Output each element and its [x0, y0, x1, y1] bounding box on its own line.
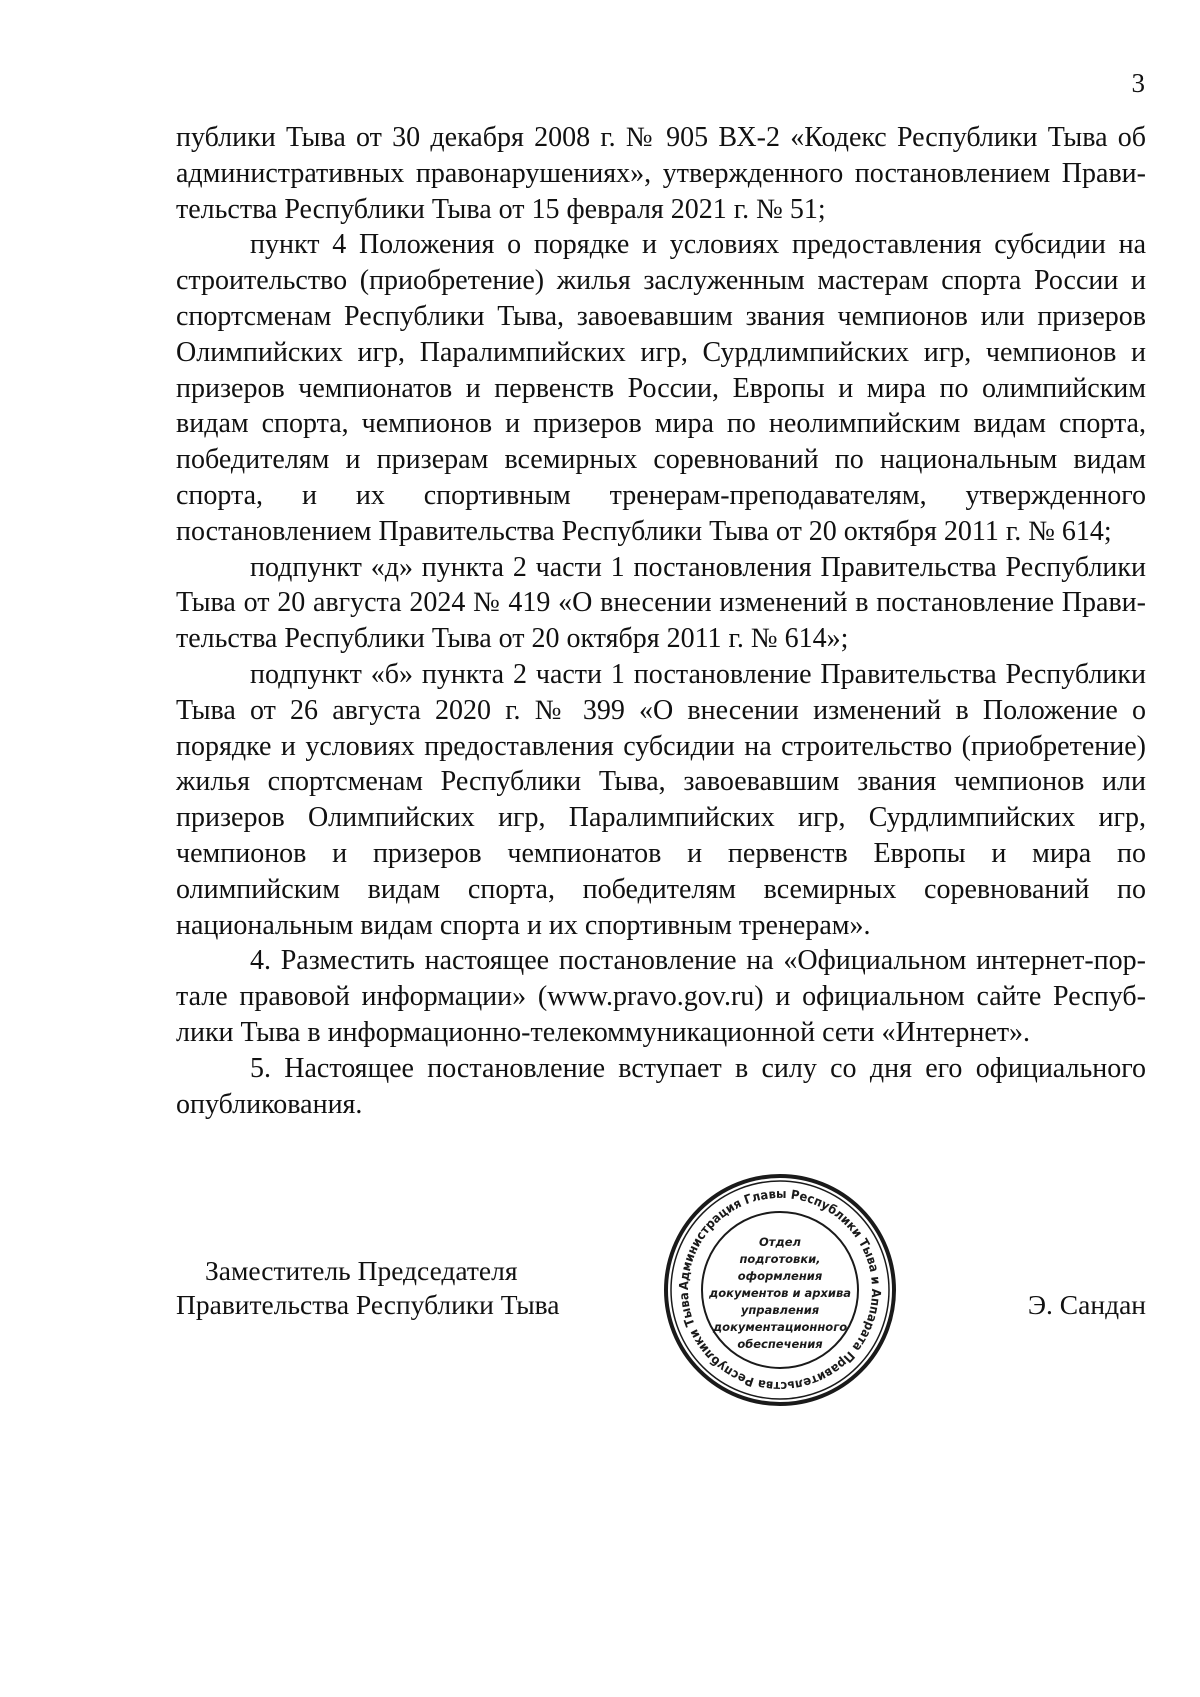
seal-center-line: обеспечения: [737, 1337, 823, 1351]
seal-graphic: [660, 1170, 900, 1410]
signatory-position-line-1: Заместитель Председателя: [205, 1255, 518, 1286]
paragraph-item-subparagraph-d: подпункт «д» пункта 2 части 1 постановления Правительства Республики Тыва от 20 августа 2024 № 419 «О внесении изменений в постановление Правительства Республики Тыва от 20 октября 2011 г. № 614»;: [176, 551, 1146, 655]
seal-ring-text: Администрация Главы Республики Тыва и Аппарата Правительства Республики Тыва: [675, 1185, 885, 1395]
signatory-position-line-2: Правительства Республики Тыва: [176, 1289, 560, 1320]
document-body: [176, 120, 1146, 1122]
signatory-name: Э. Сандан: [1027, 1289, 1146, 1320]
seal-center-line: подготовки,: [739, 1252, 821, 1266]
paragraph-publication-clause: 4. Разместить настоящее постановление на «Официальном интернет-портале правовой информации» (www.pravo.gov.ru) и официальном сайте Республики Тыва в информационно-телекоммуникационной сети «Интернет».: [176, 945, 1146, 1048]
page-number: 3: [1131, 68, 1145, 98]
paragraph-effective-date-clause: 5. Настоящее постановление вступает в силу со дня его официального опубликования.: [176, 1052, 1146, 1120]
seal-center-line: документационного: [712, 1320, 848, 1334]
seal-center-line: Отдел: [759, 1235, 801, 1249]
signatory-position: [176, 1254, 636, 1322]
paragraph-continuation: публики Тыва от 30 декабря 2008 г. № 905 ВХ-2 «Кодекс Республики Тыва об административных правонарушениях», утвержденного постановлением Правительства Республики Тыва от 15 февраля 2021 г. № 51;: [176, 122, 1146, 225]
seal-center-line: документов и архива: [708, 1286, 852, 1300]
paragraph-item-subsidy-regulation: пункт 4 Положения о порядке и условиях предоставления субсидии на строительство (приобретение) жилья заслуженным мастерам спорта России и спортсменам Республики Тыва, завоевавшим звания чемпионов или призеров Олимпийских игр, Паралимпийских игр, Сурдлимпийских игр, чемпионов и призеров чемпионатов и первенств России, Европы и мира по олимпийским видам спорта, чемпионов и призеров мира по неолимпийским видам спорта, победителям и призерам всемирных соревнований по национальным видам спорта, и их спортивным тренерам-преподавателям, утвержденного постановлением Правительства Республики Тыва от 20 октября 2011 г. № 614;: [176, 229, 1146, 547]
official-seal-stamp: [660, 1170, 900, 1410]
seal-center-line: оформления: [737, 1269, 823, 1283]
paragraph-item-subparagraph-b: подпункт «б» пункта 2 части 1 постановление Правительства Республики Тыва от 26 августа 2020 г. № 399 «О внесении изменений в Положение о порядке и условиях предоставления субсидии на строительство (приобретение) жилья спортсменам Республики Тыва, завоевавшим звания чемпионов или призеров Олимпийских игр, Паралимпийских игр, Сурдлимпийских игр, чемпионов и призеров чемпионатов и первенств Европы и мира по олимпийским видам спорта, победителям всемирных соревнований по национальным видам спорта и их спортивным тренерам».: [176, 658, 1146, 941]
seal-center-line: управления: [740, 1303, 820, 1317]
